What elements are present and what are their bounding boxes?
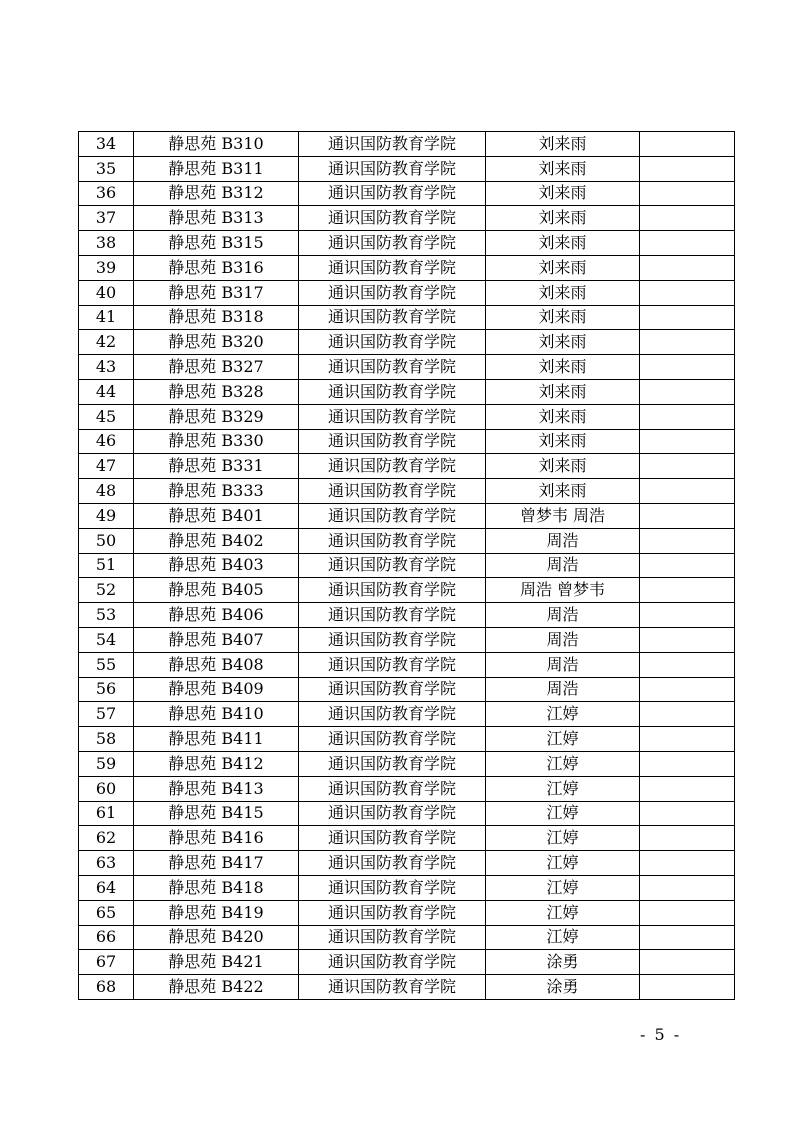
note-cell <box>640 702 735 727</box>
room-cell: 静思苑 B317 <box>134 280 299 305</box>
room-cell: 静思苑 B310 <box>134 132 299 157</box>
room-cell: 静思苑 B313 <box>134 206 299 231</box>
row-number-cell: 50 <box>79 528 134 553</box>
college-cell: 通识国防教育学院 <box>299 454 486 479</box>
table-row <box>79 528 735 553</box>
room-cell: 静思苑 B422 <box>134 975 299 1000</box>
college-cell: 通识国防教育学院 <box>299 801 486 826</box>
dormitory-table <box>78 131 735 1000</box>
table-row <box>79 578 735 603</box>
table-row <box>79 925 735 950</box>
table-row <box>79 801 735 826</box>
row-number-cell: 42 <box>79 330 134 355</box>
college-cell: 通识国防教育学院 <box>299 875 486 900</box>
row-number-cell: 37 <box>79 206 134 231</box>
table-row <box>79 776 735 801</box>
person-in-charge-cell: 涂勇 <box>486 975 640 1000</box>
row-number-cell: 66 <box>79 925 134 950</box>
person-in-charge-cell: 刘来雨 <box>486 231 640 256</box>
row-number-cell: 51 <box>79 553 134 578</box>
row-number-cell: 40 <box>79 280 134 305</box>
person-in-charge-cell: 周浩 <box>486 553 640 578</box>
person-in-charge-cell: 刘来雨 <box>486 156 640 181</box>
table-row <box>79 231 735 256</box>
row-number-cell: 68 <box>79 975 134 1000</box>
note-cell <box>640 132 735 157</box>
note-cell <box>640 156 735 181</box>
note-cell <box>640 330 735 355</box>
room-cell: 静思苑 B421 <box>134 950 299 975</box>
person-in-charge-cell: 曾梦韦 周浩 <box>486 503 640 528</box>
college-cell: 通识国防教育学院 <box>299 379 486 404</box>
note-cell <box>640 900 735 925</box>
room-cell: 静思苑 B413 <box>134 776 299 801</box>
college-cell: 通识国防教育学院 <box>299 553 486 578</box>
note-cell <box>640 305 735 330</box>
row-number-cell: 38 <box>79 231 134 256</box>
table-row <box>79 181 735 206</box>
college-cell: 通识国防教育学院 <box>299 603 486 628</box>
note-cell <box>640 627 735 652</box>
table-row <box>79 255 735 280</box>
row-number-cell: 36 <box>79 181 134 206</box>
row-number-cell: 48 <box>79 479 134 504</box>
college-cell: 通识国防教育学院 <box>299 206 486 231</box>
row-number-cell: 58 <box>79 727 134 752</box>
note-cell <box>640 975 735 1000</box>
college-cell: 通识国防教育学院 <box>299 677 486 702</box>
person-in-charge-cell: 刘来雨 <box>486 355 640 380</box>
row-number-cell: 35 <box>79 156 134 181</box>
person-in-charge-cell: 江婷 <box>486 776 640 801</box>
row-number-cell: 67 <box>79 950 134 975</box>
table-row <box>79 702 735 727</box>
college-cell: 通识国防教育学院 <box>299 900 486 925</box>
table-row <box>79 851 735 876</box>
room-cell: 静思苑 B406 <box>134 603 299 628</box>
note-cell <box>640 875 735 900</box>
college-cell: 通识国防教育学院 <box>299 330 486 355</box>
row-number-cell: 45 <box>79 404 134 429</box>
note-cell <box>640 801 735 826</box>
person-in-charge-cell: 刘来雨 <box>486 305 640 330</box>
person-in-charge-cell: 周浩 <box>486 652 640 677</box>
college-cell: 通识国防教育学院 <box>299 851 486 876</box>
room-cell: 静思苑 B315 <box>134 231 299 256</box>
person-in-charge-cell: 周浩 <box>486 627 640 652</box>
table-body <box>79 132 735 1000</box>
room-cell: 静思苑 B408 <box>134 652 299 677</box>
room-cell: 静思苑 B402 <box>134 528 299 553</box>
table-row <box>79 875 735 900</box>
college-cell: 通识国防教育学院 <box>299 156 486 181</box>
table-row <box>79 404 735 429</box>
room-cell: 静思苑 B420 <box>134 925 299 950</box>
room-cell: 静思苑 B320 <box>134 330 299 355</box>
note-cell <box>640 231 735 256</box>
row-number-cell: 34 <box>79 132 134 157</box>
table-row <box>79 305 735 330</box>
table-row <box>79 751 735 776</box>
note-cell <box>640 255 735 280</box>
person-in-charge-cell: 周浩 <box>486 528 640 553</box>
table-row <box>79 156 735 181</box>
college-cell: 通识国防教育学院 <box>299 528 486 553</box>
person-in-charge-cell: 江婷 <box>486 851 640 876</box>
note-cell <box>640 751 735 776</box>
room-cell: 静思苑 B410 <box>134 702 299 727</box>
row-number-cell: 43 <box>79 355 134 380</box>
room-cell: 静思苑 B405 <box>134 578 299 603</box>
college-cell: 通识国防教育学院 <box>299 826 486 851</box>
table-row <box>79 900 735 925</box>
room-cell: 静思苑 B329 <box>134 404 299 429</box>
person-in-charge-cell: 刘来雨 <box>486 132 640 157</box>
note-cell <box>640 677 735 702</box>
college-cell: 通识国防教育学院 <box>299 578 486 603</box>
room-cell: 静思苑 B412 <box>134 751 299 776</box>
person-in-charge-cell: 涂勇 <box>486 950 640 975</box>
row-number-cell: 49 <box>79 503 134 528</box>
row-number-cell: 47 <box>79 454 134 479</box>
room-cell: 静思苑 B318 <box>134 305 299 330</box>
person-in-charge-cell: 江婷 <box>486 826 640 851</box>
row-number-cell: 63 <box>79 851 134 876</box>
table-row <box>79 379 735 404</box>
table-row <box>79 479 735 504</box>
note-cell <box>640 503 735 528</box>
college-cell: 通识国防教育学院 <box>299 132 486 157</box>
person-in-charge-cell: 江婷 <box>486 900 640 925</box>
note-cell <box>640 454 735 479</box>
table-row <box>79 553 735 578</box>
row-number-cell: 64 <box>79 875 134 900</box>
table-row <box>79 280 735 305</box>
college-cell: 通识国防教育学院 <box>299 652 486 677</box>
college-cell: 通识国防教育学院 <box>299 355 486 380</box>
room-cell: 静思苑 B311 <box>134 156 299 181</box>
person-in-charge-cell: 江婷 <box>486 875 640 900</box>
row-number-cell: 60 <box>79 776 134 801</box>
page-number: - 5 - <box>640 1025 682 1044</box>
person-in-charge-cell: 刘来雨 <box>486 330 640 355</box>
person-in-charge-cell: 刘来雨 <box>486 379 640 404</box>
person-in-charge-cell: 江婷 <box>486 801 640 826</box>
table-row <box>79 727 735 752</box>
person-in-charge-cell: 刘来雨 <box>486 280 640 305</box>
college-cell: 通识国防教育学院 <box>299 231 486 256</box>
row-number-cell: 55 <box>79 652 134 677</box>
room-cell: 静思苑 B407 <box>134 627 299 652</box>
room-cell: 静思苑 B333 <box>134 479 299 504</box>
note-cell <box>640 280 735 305</box>
college-cell: 通识国防教育学院 <box>299 255 486 280</box>
table-row <box>79 355 735 380</box>
row-number-cell: 65 <box>79 900 134 925</box>
college-cell: 通识国防教育学院 <box>299 751 486 776</box>
college-cell: 通识国防教育学院 <box>299 702 486 727</box>
college-cell: 通识国防教育学院 <box>299 925 486 950</box>
note-cell <box>640 355 735 380</box>
note-cell <box>640 950 735 975</box>
room-cell: 静思苑 B401 <box>134 503 299 528</box>
college-cell: 通识国防教育学院 <box>299 404 486 429</box>
note-cell <box>640 379 735 404</box>
person-in-charge-cell: 刘来雨 <box>486 454 640 479</box>
note-cell <box>640 603 735 628</box>
college-cell: 通识国防教育学院 <box>299 627 486 652</box>
note-cell <box>640 181 735 206</box>
person-in-charge-cell: 江婷 <box>486 925 640 950</box>
room-cell: 静思苑 B331 <box>134 454 299 479</box>
row-number-cell: 52 <box>79 578 134 603</box>
person-in-charge-cell: 周浩 <box>486 677 640 702</box>
college-cell: 通识国防教育学院 <box>299 727 486 752</box>
person-in-charge-cell: 刘来雨 <box>486 479 640 504</box>
room-cell: 静思苑 B416 <box>134 826 299 851</box>
college-cell: 通识国防教育学院 <box>299 950 486 975</box>
note-cell <box>640 528 735 553</box>
table-row <box>79 206 735 231</box>
row-number-cell: 62 <box>79 826 134 851</box>
college-cell: 通识国防教育学院 <box>299 429 486 454</box>
row-number-cell: 56 <box>79 677 134 702</box>
table-row <box>79 503 735 528</box>
note-cell <box>640 851 735 876</box>
note-cell <box>640 826 735 851</box>
row-number-cell: 57 <box>79 702 134 727</box>
table-row <box>79 652 735 677</box>
person-in-charge-cell: 刘来雨 <box>486 429 640 454</box>
note-cell <box>640 479 735 504</box>
row-number-cell: 53 <box>79 603 134 628</box>
room-cell: 静思苑 B403 <box>134 553 299 578</box>
row-number-cell: 41 <box>79 305 134 330</box>
note-cell <box>640 553 735 578</box>
note-cell <box>640 776 735 801</box>
college-cell: 通识国防教育学院 <box>299 305 486 330</box>
college-cell: 通识国防教育学院 <box>299 479 486 504</box>
college-cell: 通识国防教育学院 <box>299 975 486 1000</box>
person-in-charge-cell: 江婷 <box>486 751 640 776</box>
room-cell: 静思苑 B327 <box>134 355 299 380</box>
person-in-charge-cell: 周浩 曾梦韦 <box>486 578 640 603</box>
college-cell: 通识国防教育学院 <box>299 181 486 206</box>
note-cell <box>640 404 735 429</box>
person-in-charge-cell: 江婷 <box>486 727 640 752</box>
row-number-cell: 54 <box>79 627 134 652</box>
table-row <box>79 330 735 355</box>
room-cell: 静思苑 B411 <box>134 727 299 752</box>
person-in-charge-cell: 刘来雨 <box>486 404 640 429</box>
room-cell: 静思苑 B409 <box>134 677 299 702</box>
table-row <box>79 603 735 628</box>
room-cell: 静思苑 B312 <box>134 181 299 206</box>
note-cell <box>640 578 735 603</box>
table-row <box>79 950 735 975</box>
row-number-cell: 44 <box>79 379 134 404</box>
person-in-charge-cell: 刘来雨 <box>486 181 640 206</box>
row-number-cell: 59 <box>79 751 134 776</box>
person-in-charge-cell: 刘来雨 <box>486 255 640 280</box>
table-row <box>79 454 735 479</box>
person-in-charge-cell: 周浩 <box>486 603 640 628</box>
note-cell <box>640 727 735 752</box>
room-cell: 静思苑 B419 <box>134 900 299 925</box>
room-cell: 静思苑 B330 <box>134 429 299 454</box>
note-cell <box>640 206 735 231</box>
college-cell: 通识国防教育学院 <box>299 776 486 801</box>
note-cell <box>640 652 735 677</box>
table-row <box>79 627 735 652</box>
row-number-cell: 46 <box>79 429 134 454</box>
room-cell: 静思苑 B418 <box>134 875 299 900</box>
table-row <box>79 677 735 702</box>
row-number-cell: 61 <box>79 801 134 826</box>
room-cell: 静思苑 B415 <box>134 801 299 826</box>
room-cell: 静思苑 B328 <box>134 379 299 404</box>
college-cell: 通识国防教育学院 <box>299 503 486 528</box>
table-row <box>79 826 735 851</box>
person-in-charge-cell: 刘来雨 <box>486 206 640 231</box>
table-row <box>79 132 735 157</box>
room-cell: 静思苑 B316 <box>134 255 299 280</box>
person-in-charge-cell: 江婷 <box>486 702 640 727</box>
note-cell <box>640 429 735 454</box>
note-cell <box>640 925 735 950</box>
table-row <box>79 429 735 454</box>
room-cell: 静思苑 B417 <box>134 851 299 876</box>
table-row <box>79 975 735 1000</box>
row-number-cell: 39 <box>79 255 134 280</box>
college-cell: 通识国防教育学院 <box>299 280 486 305</box>
